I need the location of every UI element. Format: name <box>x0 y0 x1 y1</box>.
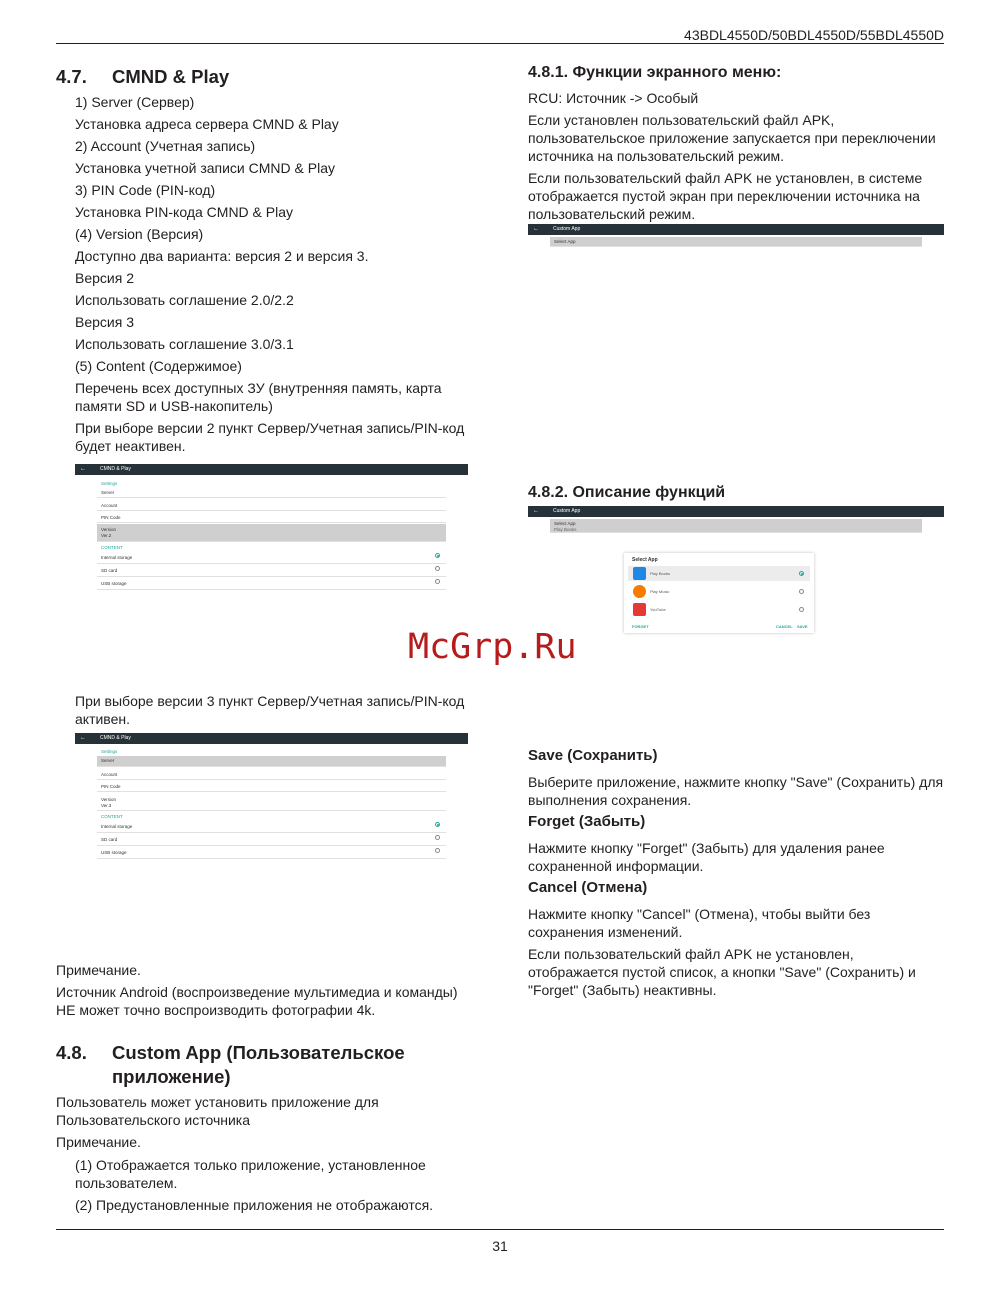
radio-icon <box>435 848 440 853</box>
account-row: Account <box>97 501 446 511</box>
app-label: Play Books <box>650 571 671 576</box>
server-row: Server <box>97 756 446 767</box>
version-label: Version <box>101 527 117 532</box>
pin-code-row: PIN Code <box>97 782 446 792</box>
radio-selected-icon <box>799 571 804 576</box>
content-label: CONTENT <box>101 545 123 550</box>
radio-icon <box>435 835 440 840</box>
text-line: (4) Version (Версия) <box>75 226 204 242</box>
text-line: Перечень всех доступных ЗУ (внутренняя память, карта памяти SD и USB-накопитель) <box>75 380 442 414</box>
section-4-8-1-body <box>528 89 946 227</box>
forget-heading: Forget (Забыть) <box>528 813 646 830</box>
screen-title-bar <box>75 733 468 744</box>
dialog-title: Select App <box>632 557 658 563</box>
section-number: 4.7. <box>56 66 87 87</box>
radio-icon <box>799 607 804 612</box>
text-line: Нажмите кнопку "Forget" (Забыть) для удаления ранее сохраненной информации. <box>528 840 885 874</box>
section-number: 4.8. <box>56 1042 87 1063</box>
server-row: Server <box>97 488 446 498</box>
section-title-line2: приложение) <box>112 1066 231 1087</box>
text-line: Если установлен пользовательский файл APK, пользовательское приложение запускается при переключении источника на пользовательский режим. <box>528 112 936 164</box>
screen-title: Custom App <box>553 226 581 232</box>
version-3-text <box>75 692 470 732</box>
text-line: Версия 2 <box>75 270 134 286</box>
save-heading: Save (Сохранить) <box>528 747 658 764</box>
custom-app-screenshot <box>528 224 944 250</box>
screen-title-bar <box>528 506 944 517</box>
app-label: Play Music <box>650 589 670 594</box>
screen-title: CMND & Play <box>100 735 131 741</box>
note-item: (1) Отображается только приложение, установленное пользователем. <box>75 1157 426 1191</box>
screen-title-bar <box>75 464 468 475</box>
cancel-button: CANCEL <box>776 624 793 629</box>
select-app-row: Select App <box>550 237 922 247</box>
note-text: Источник Android (воспроизведение мультимедиа и команды) НЕ может точно воспроизводить фотографии 4k. <box>56 984 458 1018</box>
select-app-dialog <box>624 553 814 633</box>
section-4-8-body <box>56 1093 470 1155</box>
text-line: При выборе версии 3 пункт Сервер/Учетная запись/PIN-код активен. <box>75 693 465 727</box>
usb-storage-row: USB storage <box>97 847 446 859</box>
text-line: Если пользовательский файл APK не установлен, в системе отображается пустой экран при переключении источника на пользовательский режим. <box>528 170 923 222</box>
document-model-header: 43BDL4550D/50BDL4550D/55BDL4550D <box>684 27 944 43</box>
usb-storage-row: USB storage <box>97 578 446 590</box>
pin-code-row: PIN Code <box>97 513 446 523</box>
radio-icon <box>799 589 804 594</box>
note-4-7 <box>56 961 470 1023</box>
footer-rule <box>56 1229 944 1230</box>
section-4-7-body <box>75 93 470 459</box>
select-app-value: Play Books <box>554 527 577 532</box>
text-line: Нажмите кнопку "Cancel" (Отмена), чтобы выйти без сохранения изменений. <box>528 906 871 940</box>
note-label: Примечание. <box>56 962 141 978</box>
save-button: SAVE <box>797 624 808 629</box>
screen-title: Custom App <box>553 508 581 514</box>
text-line: 3) PIN Code (PIN-код) <box>75 182 216 198</box>
text-line: Использовать соглашение 2.0/2.2 <box>75 292 294 308</box>
play-books-icon <box>633 567 646 580</box>
section-4-7-heading <box>56 65 229 89</box>
note-label: Примечание. <box>56 1134 141 1150</box>
select-app-label: Select App <box>554 521 576 526</box>
watermark-text: McGrp.Ru <box>408 627 577 667</box>
page-number: 31 <box>492 1238 508 1254</box>
section-title-line1: Custom App (Пользовательское <box>112 1042 405 1063</box>
text-line: 2) Account (Учетная запись) <box>75 138 256 154</box>
forget-description <box>528 839 946 879</box>
cancel-description <box>528 905 946 1003</box>
radio-selected-icon <box>435 553 440 558</box>
text-line: RCU: Источник -> Особый <box>528 90 699 106</box>
version-value: Ver.2 <box>101 533 112 538</box>
cmnd-play-screenshot-v3 <box>75 733 468 863</box>
note-item: (2) Предустановленные приложения не отображаются. <box>75 1197 434 1213</box>
section-4-8-1-heading: 4.8.1. Функции экранного меню: <box>528 64 782 81</box>
settings-label: Settings <box>101 481 118 486</box>
text-line: Установка PIN-кода CMND & Play <box>75 204 294 220</box>
section-4-8-2-heading: 4.8.2. Описание функций <box>528 484 726 501</box>
app-option <box>628 566 810 581</box>
text-line: Доступно два варианта: версия 2 и версия 3. <box>75 248 369 264</box>
text-line: Установка адреса сервера CMND & Play <box>75 116 339 132</box>
screen-title: CMND & Play <box>100 466 131 472</box>
text-line: (5) Content (Содержимое) <box>75 358 242 374</box>
back-arrow-icon: ← <box>80 466 86 472</box>
sd-card-row: SD card <box>97 565 446 577</box>
version-row <box>97 795 446 811</box>
settings-label: Settings <box>101 749 118 754</box>
app-option <box>628 602 810 617</box>
version-value: Ver.3 <box>101 803 112 808</box>
section-title: CMND & Play <box>112 66 230 87</box>
internal-storage-row: Internal storage <box>97 821 446 833</box>
text-line: При выборе версии 2 пункт Сервер/Учетная запись/PIN-код будет неактивен. <box>75 420 465 454</box>
youtube-icon <box>633 603 646 616</box>
select-app-row <box>550 519 922 533</box>
screen-title-bar <box>528 224 944 235</box>
content-label: CONTENT <box>101 814 123 819</box>
save-description <box>528 773 946 813</box>
back-arrow-icon: ← <box>80 735 86 741</box>
radio-icon <box>435 566 440 571</box>
cancel-heading: Cancel (Отмена) <box>528 879 648 896</box>
play-music-icon <box>633 585 646 598</box>
text-line: Установка учетной записи CMND & Play <box>75 160 335 176</box>
radio-selected-icon <box>435 822 440 827</box>
text-line: 1) Server (Сервер) <box>75 94 195 110</box>
version-label: Version <box>101 797 117 802</box>
back-arrow-icon: ← <box>533 226 539 232</box>
section-4-8-notes <box>75 1156 470 1218</box>
text-line: Пользователь может установить приложение для Пользовательского источника <box>56 1094 379 1128</box>
back-arrow-icon: ← <box>533 508 539 514</box>
forget-button: FORGET <box>632 624 649 629</box>
section-4-8-heading <box>56 1041 476 1089</box>
custom-app-screenshot-2 <box>528 506 944 536</box>
version-row <box>97 524 446 542</box>
account-row: Account <box>97 770 446 780</box>
header-rule <box>56 43 944 44</box>
cmnd-play-screenshot-v2 <box>75 464 468 594</box>
text-line: Если пользовательский файл APK не установлен, отображается пустой список, а кнопки "Save" (Сохранить) и "Forget" (Забыть) неактивны. <box>528 946 916 998</box>
sd-card-row: SD card <box>97 834 446 846</box>
app-label: YouTube <box>650 607 666 612</box>
text-line: Версия 3 <box>75 314 134 330</box>
internal-storage-row: Internal storage <box>97 552 446 564</box>
app-option <box>628 584 810 599</box>
text-line: Выберите приложение, нажмите кнопку "Save" (Сохранить) для выполнения сохранения. <box>528 774 944 808</box>
radio-icon <box>435 579 440 584</box>
text-line: Использовать соглашение 3.0/3.1 <box>75 336 294 352</box>
